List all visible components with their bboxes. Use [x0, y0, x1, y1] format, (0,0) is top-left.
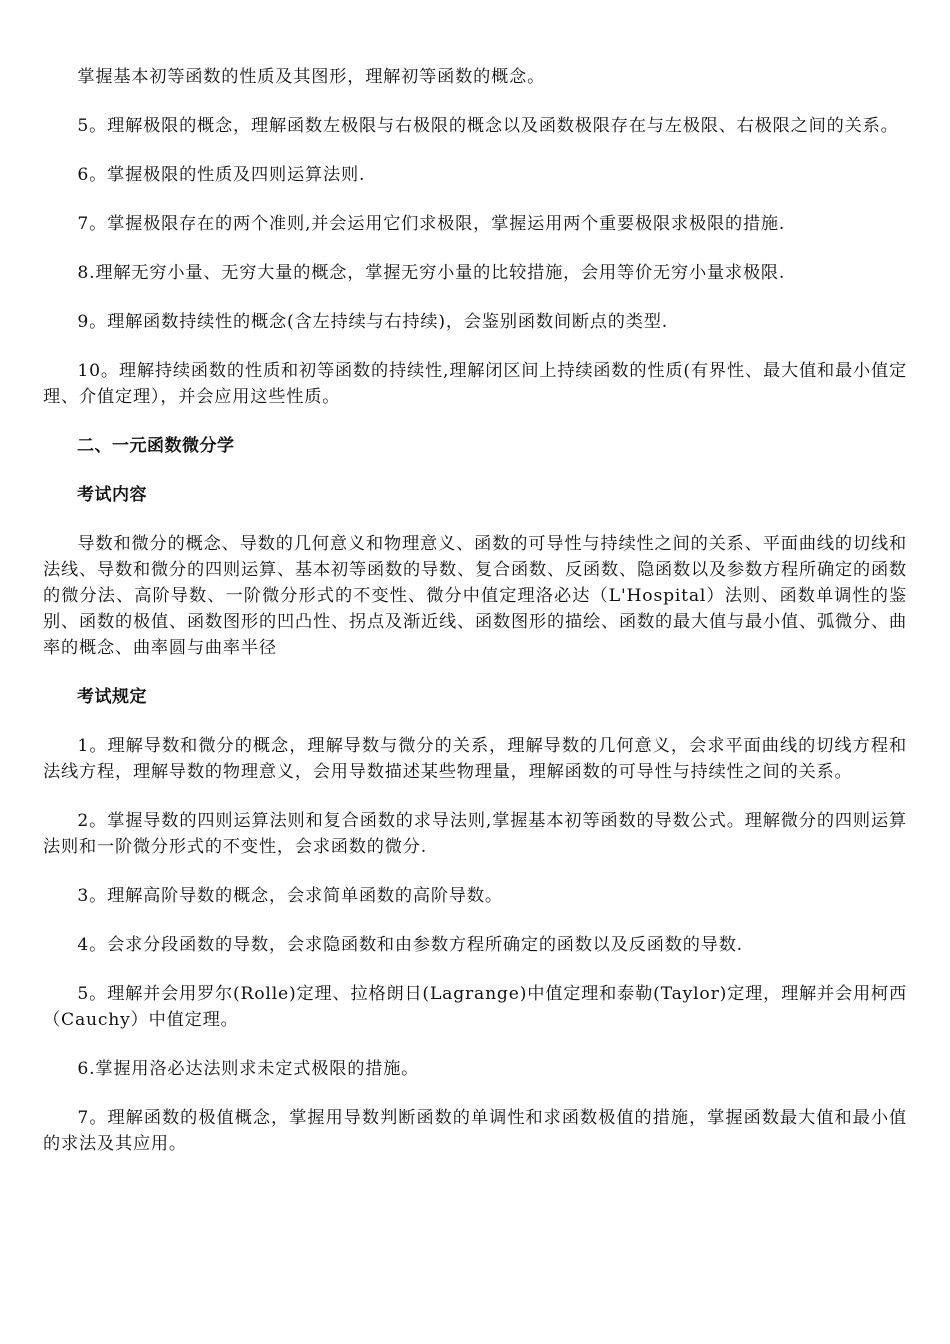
paragraph-item-9-continuity: 9。理解函数持续性的概念(含左持续与右持续)，会鉴别函数间断点的类型. [77, 312, 669, 332]
paragraph-item-8-infinitesimals: 8.理解无穷小量、无穷大量的概念，掌握无穷小量的比较措施，会用等价无穷小量求极限. [77, 263, 786, 283]
document-page [43, 64, 907, 1180]
paragraph-item-10-continuous-functions: 10。理解持续函数的性质和初等函数的持续性,理解闭区间上持续函数的性质(有界性、最大值和最小值定理、介值定理），并会应用这些性质。 [43, 361, 907, 407]
paragraph-req-3-higher-order: 3。理解高阶导数的概念，会求简单函数的高阶导数。 [77, 886, 503, 906]
paragraph-elementary-functions: 掌握基本初等函数的性质及其图形，理解初等函数的概念。 [77, 67, 546, 87]
paragraph-exam-content: 导数和微分的概念、导数的几何意义和物理意义、函数的可导性与持续性之间的关系、平面曲线的切线和法线、导数和微分的四则运算、基本初等函数的导数、复合函数、反函数、隐函数以及参数方程所确定的函数的微分法、高阶导数、一阶微分形式的不变性、微分中值定理洛必达（L'Hospital）法则、函数单调性的鉴别、函数的极值、函数图形的凹凸性、拐点及渐近线、函数图形的描绘、函数的最大值与最小值、弧微分、曲率的概念、曲率圆与曲率半径 [43, 534, 907, 658]
section-heading-differential-calculus: 二、一元函数微分学 [77, 436, 235, 456]
paragraph-req-1-derivatives: 1。理解导数和微分的概念，理解导数与微分的关系，理解导数的几何意义，会求平面曲线的切线方程和法线方程，理解导数的物理意义，会用导数描述某些物理量，理解函数的可导性与持续性之间的关系。 [43, 736, 907, 782]
subheading-exam-content: 考试内容 [77, 485, 147, 505]
subheading-exam-requirements: 考试规定 [77, 687, 147, 707]
paragraph-req-5-mean-value: 5。理解并会用罗尔(Rolle)定理、拉格朗日(Lagrange)中值定理和泰勒(Taylor)定理，理解并会用柯西（Cauchy）中值定理。 [43, 984, 907, 1030]
paragraph-req-4-piecewise: 4。会求分段函数的导数，会求隐函数和由参数方程所确定的函数以及反函数的导数. [77, 935, 743, 955]
paragraph-req-2-derivative-rules: 2。掌握导数的四则运算法则和复合函数的求导法则,掌握基本初等函数的导数公式。理解微分的四则运算法则和一阶微分形式的不变性，会求函数的微分. [43, 811, 907, 857]
paragraph-req-7-extrema: 7。理解函数的极值概念，掌握用导数判断函数的单调性和求函数极值的措施，掌握函数最大值和最小值的求法及其应用。 [43, 1108, 907, 1154]
paragraph-req-6-lhospital: 6.掌握用洛必达法则求未定式极限的措施。 [77, 1059, 420, 1079]
paragraph-item-7-limit-criteria: 7。掌握极限存在的两个准则,并会运用它们求极限，掌握运用两个重要极限求极限的措施. [77, 214, 786, 234]
paragraph-item-6-limit-properties: 6。掌握极限的性质及四则运算法则. [77, 165, 366, 185]
paragraph-item-5-limits: 5。理解极限的概念，理解函数左极限与右极限的概念以及函数极限存在与左极限、右极限之间的关系。 [77, 116, 899, 136]
